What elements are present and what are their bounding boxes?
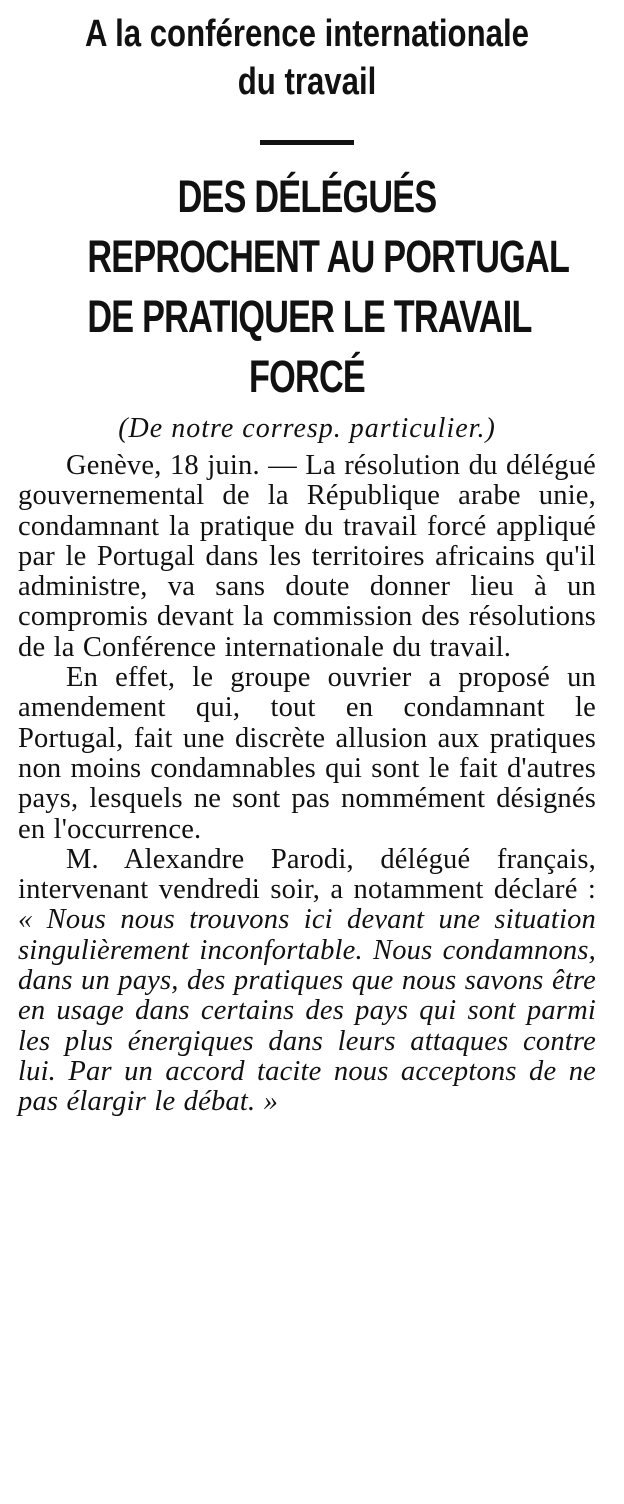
paragraph-1: Genève, 18 juin. — La résolution du délégué gouvernemental de la République arabe unie, condamnant la pratique du travail forcé appliqué par le Portugal dans les territoires africains qu'il administre, va sans doute donner lieu à un compromis devant la commission des résolutions de la Conférence internationale du travail. [18,450,596,663]
byline: (De notre corresp. particulier.) [118,413,496,444]
article-body [18,451,596,1118]
headline [18,167,596,407]
headline-line-1: DES DÉLÉGUÉS [177,171,437,222]
kicker-line-1: A la conférence internationale [85,13,529,55]
paragraph-2: En effet, le groupe ouvrier a proposé un amendement qui, tout en condamnant le Portugal, fait une discrète allusion aux pratiques non moins condamnables qui sont le fait d'autres pays, lesquels ne sont pas nommément désignés en l'occurrence. [18,662,596,845]
paragraph-3-intro: M. Alexandre Parodi, délégué français, intervenant vendredi soir, a notamment déclaré : [18,843,596,906]
divider-rule [260,140,354,145]
headline-line-4: FORCÉ [249,351,365,402]
kicker [18,10,596,106]
paragraph-3-quote: « Nous nous trouvons ici devant une situation singulièrement inconfortable. Nous condamnons, dans un pays, des pratiques que nous savons être en usage dans certains des pays qui sont parmi les plus énergiques dans leurs attaques contre lui. Par un accord tacite nous acceptons de ne pas élargir le débat. » [18,904,596,1118]
paragraph-3 [18,845,596,1118]
kicker-line-2: du travail [237,61,377,103]
headline-line-3: DE PRATIQUER LE TRAVAIL [87,291,532,342]
headline-line-2: REPROCHENT AU PORTUGAL [87,231,570,282]
